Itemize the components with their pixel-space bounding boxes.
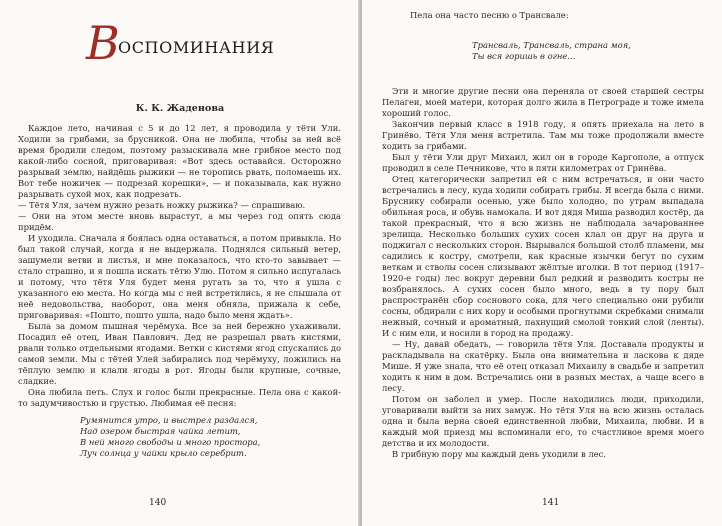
poem: [472, 40, 631, 62]
poem-line: Трансваль, Трансваль, страна моя,: [472, 40, 631, 50]
right-body-text: [382, 86, 704, 460]
page-number-right: 141: [542, 498, 560, 508]
poem-line: Румянится утро, и выстрел раздался,: [80, 415, 258, 425]
paragraph: Потом он заболел и умер. После находились люди, приходили, уговаривали выйти за них замуж. Но тётя Уля на всю жизнь осталась одна и была верна своей единственной любви, Михаила, любви. И в каждый мой приезд мы вспоминали его, то счастливое время моего детства и их молодости.: [382, 394, 704, 448]
left-body-text: [18, 123, 341, 465]
left-page: [0, 0, 360, 526]
paragraph: Была за домом пышная черёмуха. Все за ней бережно ухаживали. Посадил её отец, Иван Павлович. Дед не разрешал рвать кистями, рвали только отдельными ягодами. Ветки с кистями ягод спускались до самой земли. Мы с тётей Улей забирались под черёмуху, ложились на тёплую землю и клали ягоды в рот. Ягоды были крупные, сочные, сладкие.: [18, 321, 341, 386]
heading-initial: В: [86, 16, 120, 70]
poem-line: Ты вся горишь в огне…: [472, 51, 576, 61]
paragraph: Был у тёти Ули друг Михаил, жил он в городе Каргополе, а отпуск проводил в селе Печникове, что в пяти километрах от Гринёва.: [382, 152, 704, 173]
paragraph: И уходила. Сначала я боялась одна оставаться, а потом привыкла. Но был такой случай, когда я не выдержала. Поднялся сильный ветер, зашумели ветви и листья, и мне показалось, что кто-то завывает — стало страшно, и я пошла искать тётю Улю. Потом я сильно испугалась и потому, что тётя Уля будет меня ругать за то, что я ушла с указанного ею места. Но когда мы с ней встретились, я не слышала от неё недовольства, наоборот, она меня обняла, прижала к себе, приговаривая: «Пошто, пошто ушла, надо было меня ждать».: [18, 233, 341, 320]
author-name: К. К. Жаденова: [135, 103, 225, 114]
chapter-heading: ОСПОМИНАНИЯ: [118, 38, 275, 57]
paragraph: Отец категорически запретил ей с ним встречаться, и они часто встречались в лесу, куда ходили собирать грибы. Я всегда была с ними. Бруснику собирали осенью, уже было холодно, по утрам выпадала обильная роса, и обувь намокала. И вот дядя Миша разводил костёр, да такой прекрасный, что я всю жизнь не наблюдала зачарованнее зрелища. Несколько больших сухих сосен клал он друг на друга и поджигал с нескольких сторон. Вырывался большой столб пламени, мы садились к костру, смотрели, как красные язычки бегут по сухим веткам и стволы сосен слизывают жёлтые иголки. В тот период (1917–1920-е годы) лес вокруг деревни был редкий и разводить костры не возбранялось. А сухих сосен было много, ведь в ту пору был распространён сбор соснового сока, для чего специально они рубили сосны, обдирали с них кору и особыми прогнутыми скребками снимали нежный, сочный и ароматный, пахнущий смолой тонкий слой (ленты). И с ним ели, и носили в город на продажу.: [382, 174, 704, 338]
poem: [80, 415, 341, 459]
page-number-left: 140: [149, 498, 167, 508]
paragraph: — Ну, давай обедать, — говорила тётя Уля. Доставала продукты и раскладывала на скатёрку. Была она внимательна и ласкова к дяде Мише. Я уже знала, что её отец отказал Михаилу в свадьбе и запретил ходить к ним в дом. Встречались они в разных местах, а чаще всего в лесу.: [382, 339, 704, 393]
right-page: [362, 0, 722, 526]
paragraph: — Тётя Уля, зачем нужно резать ножку рыжика? — спрашиваю.: [18, 200, 306, 210]
paragraph: Она любила петь. Слух и голос были прекрасные. Пела она с какой-то задумчивостью и грустью. Любимая её песня:: [18, 387, 341, 408]
song-intro: Пела она часто песню о Трансвале:: [410, 10, 569, 20]
poem-line: Луч солнца у чайки крыло серебрит.: [80, 448, 247, 458]
paragraph: В грибную пору мы каждый день уходили в лес.: [392, 449, 606, 459]
poem-line: Над озером быстрая чайка летит,: [80, 426, 241, 436]
poem-line: В ней много свободы и много простора,: [80, 437, 261, 447]
paragraph: Эти и многие другие песни она переняла от своей старшей сестры Пелагеи, моей матери, которая долго жила в Петрограде и тоже имела хороший голос.: [382, 86, 704, 118]
paragraph: — Они на этом месте вновь вырастут, а мы через год опять сюда придём.: [18, 211, 341, 232]
paragraph: Закончив первый класс в 1918 году, я опять приехала на лето в Гринёво. Тётя Уля меня встретила. Там мы тоже продолжали вместе ходить за грибами.: [382, 119, 704, 151]
paragraph: Каждое лето, начиная с 5 и до 12 лет, я проводила у тёти Ули. Ходили за грибами, за брусникой. Она не любила, чтобы за ней всё время бродили следом, поэтому разыскивала мне грибное место под какой-либо сосной, приговаривая: «Вот здесь оставайся. Осторожно разрывай землю, найдёшь рыжики — не торопись рвать, поломаешь их. Вот тебе ножичек — подрезай корешки», — и показывала, как нужно разрывать сухой мох, как подрезать.: [18, 123, 341, 199]
